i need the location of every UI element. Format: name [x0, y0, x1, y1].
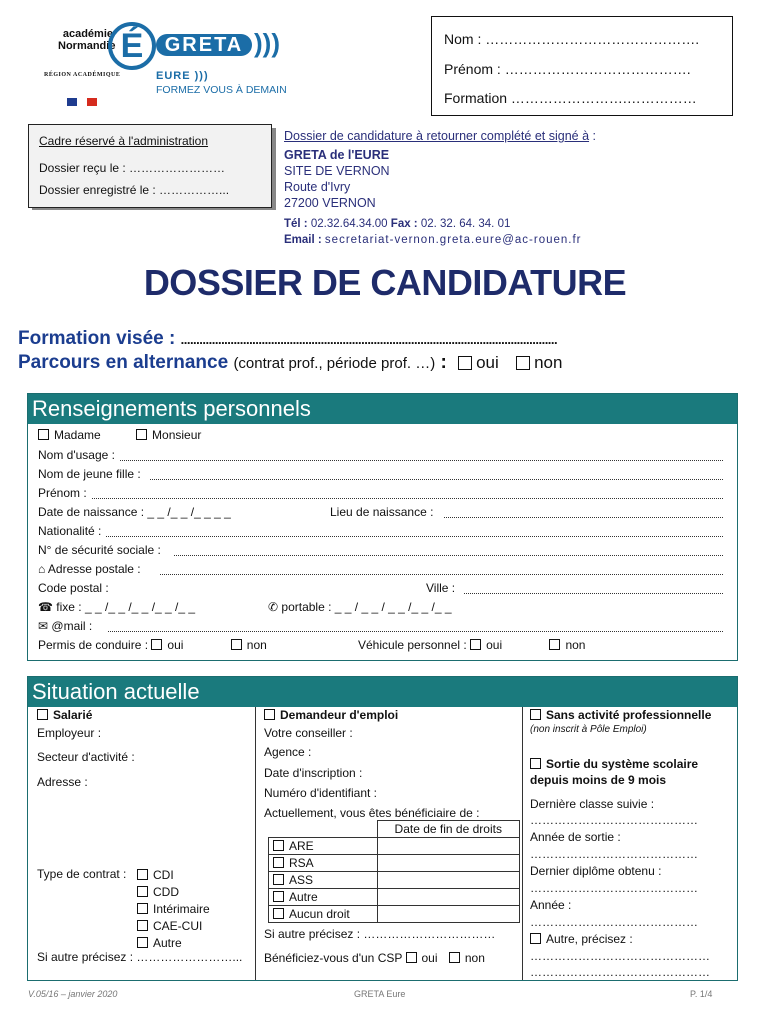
- salarie-row: [37, 708, 92, 722]
- fixe-field: fixe : _ _ /_ _ /_ _ /_ _ /_ _: [56, 600, 196, 614]
- csp-oui-checkbox[interactable]: [406, 952, 417, 963]
- agence-label[interactable]: Agence :: [264, 745, 312, 759]
- logo-greta: GRETA: [156, 34, 252, 56]
- sortie-scolaire-checkbox[interactable]: [530, 758, 541, 769]
- derniere-classe-label: Dernière classe suivie :: [530, 797, 655, 811]
- fixe-row[interactable]: [38, 600, 195, 614]
- formation-visee-label: Formation visée :: [18, 328, 176, 349]
- derniere-classe-input[interactable]: ……………………………………: [530, 813, 698, 827]
- column-divider-2: [522, 707, 523, 980]
- fax-value: 02. 32. 64. 34. 01: [420, 218, 511, 230]
- logo-normandie: Normandie: [58, 40, 116, 52]
- employeur-label[interactable]: Employeur :: [37, 726, 102, 740]
- csp-oui-label: oui: [421, 951, 438, 965]
- csp-row: [264, 951, 485, 965]
- page-title: DOSSIER DE CANDIDATURE: [143, 262, 627, 303]
- adresse-row: [38, 562, 141, 576]
- contrat-cdi[interactable]: [137, 867, 210, 884]
- return-address-block: [284, 128, 704, 248]
- date-inscription-label[interactable]: Date d'inscription :: [264, 766, 363, 780]
- salarie-checkbox[interactable]: [37, 709, 48, 720]
- section-renseignements: [27, 393, 738, 661]
- cdd-checkbox[interactable]: [137, 886, 148, 897]
- cdd-label: CDD: [153, 885, 179, 899]
- logo-eure: EURE ))): [156, 70, 209, 82]
- parcours-non-label: non: [534, 353, 563, 372]
- cdi-label: CDI: [153, 868, 174, 882]
- sans-activite-label: Sans activité professionnelle: [546, 708, 712, 722]
- logo-tagline: FORMEZ VOUS À DEMAIN: [156, 84, 287, 96]
- ville-input[interactable]: [464, 593, 723, 594]
- fax-label: Fax :: [390, 218, 418, 230]
- permis-non-label: non: [246, 638, 267, 652]
- droit-autre-label: Autre: [289, 890, 318, 904]
- email-value[interactable]: secretariat-vernon.greta.eure@ac-rouen.fr: [324, 234, 582, 246]
- permis-label: Permis de conduire :: [38, 638, 149, 652]
- droit-autre-checkbox[interactable]: [273, 891, 284, 902]
- annee-label: Année :: [530, 898, 572, 912]
- mail-icon: ✉: [38, 619, 49, 633]
- section-renseignements-heading: Renseignements personnels: [28, 394, 737, 424]
- cae-cui-label: CAE-CUI: [153, 919, 203, 933]
- autre-precisez-input-2[interactable]: ………………………………………: [530, 965, 710, 979]
- csp-non-label: non: [464, 951, 485, 965]
- vehicule-non-checkbox[interactable]: [549, 639, 560, 650]
- cdi-checkbox[interactable]: [137, 869, 148, 880]
- adresse-employeur-label[interactable]: Adresse :: [37, 775, 88, 789]
- sans-activite-note: (non inscrit à Pôle Emploi): [530, 724, 647, 735]
- salarie-label: Salarié: [53, 708, 93, 722]
- autre-precisez-row: [530, 932, 633, 946]
- vehicule-oui-checkbox[interactable]: [470, 639, 481, 650]
- permis-oui-label: oui: [167, 638, 184, 652]
- cae-cui-checkbox[interactable]: [137, 920, 148, 931]
- adresse-label: Adresse postale :: [47, 562, 141, 576]
- dernier-diplome-input[interactable]: ……………………………………: [530, 881, 698, 895]
- return-intro: Dossier de candidature à retourner complété et signé à: [284, 129, 590, 143]
- return-org: GRETA de l'EURE: [284, 148, 390, 162]
- dossier-enregistre-field: Dossier enregistré le : ……………...: [39, 183, 230, 197]
- dossier-recu-field: Dossier reçu le : ……………………: [39, 161, 226, 175]
- date-naissance-field[interactable]: Date de naissance : _ _ /_ _ /_ _ _ _: [38, 505, 231, 519]
- house-icon: ⌂: [38, 562, 46, 576]
- mobile-icon: ✆: [268, 600, 279, 614]
- logo-arcs-icon: ))): [254, 28, 280, 58]
- phone-icon: ☎: [38, 600, 53, 614]
- dernier-diplome-label: Dernier diplôme obtenu :: [530, 864, 662, 878]
- type-contrat-label: Type de contrat :: [37, 867, 127, 881]
- prenom-field[interactable]: Prénom : ………………………………….: [444, 61, 691, 77]
- contrat-cae-cui[interactable]: [137, 918, 210, 935]
- demandeur-row: [264, 708, 398, 722]
- nom-usage-input[interactable]: [120, 460, 723, 461]
- autre-precisez-label: Autre, précisez :: [546, 932, 633, 946]
- table-row[interactable]: [269, 838, 520, 855]
- aucun-droit-label: Aucun droit: [289, 907, 350, 921]
- civilite-row: [38, 428, 201, 442]
- prenom-input[interactable]: [92, 498, 723, 499]
- date-fin-droits-header: Date de fin de droits: [377, 821, 520, 838]
- nom-usage-label: Nom d'usage :: [38, 448, 115, 462]
- academie-normandie-logo-text: [58, 28, 116, 52]
- parcours-non-checkbox[interactable]: [516, 356, 530, 370]
- return-street: Route d'Ivry: [284, 180, 351, 194]
- sortie-scolaire-label-1: Sortie du système scolaire: [546, 757, 699, 771]
- table-row[interactable]: [269, 855, 520, 872]
- admin-box-title: Cadre réservé à l'administration: [39, 134, 209, 148]
- tel-label: Tél :: [284, 218, 308, 230]
- ass-checkbox[interactable]: [273, 874, 284, 885]
- secu-input[interactable]: [174, 555, 723, 556]
- nationalite-label: Nationalité :: [38, 524, 102, 538]
- footer-center: GRETA Eure: [354, 989, 406, 999]
- lieu-naissance-input[interactable]: [444, 517, 723, 518]
- are-label: ARE: [289, 839, 314, 853]
- lieu-naissance-label: Lieu de naissance :: [330, 505, 434, 519]
- mail-row: [38, 619, 92, 633]
- ass-label: ASS: [289, 873, 314, 887]
- parcours-alternance-line: [18, 352, 562, 374]
- annee-sortie-label: Année de sortie :: [530, 830, 621, 844]
- column-divider-1: [255, 707, 256, 980]
- portable-field: portable : _ _ / _ _ / _ _ /_ _ /_ _: [281, 600, 452, 614]
- ass-date-cell[interactable]: [377, 872, 520, 889]
- logo-region: RÉGION ACADÉMIQUE: [44, 72, 121, 78]
- secu-label: N° de sécurité sociale :: [38, 543, 161, 557]
- return-intro-colon: :: [589, 129, 596, 143]
- permis-row: [38, 638, 267, 652]
- sans-activite-checkbox[interactable]: [530, 709, 541, 720]
- table-row[interactable]: [269, 889, 520, 906]
- autre-precisez-checkbox[interactable]: [530, 933, 541, 944]
- email-label: Email :: [284, 234, 322, 246]
- droits-table: [268, 820, 520, 923]
- autre-date-cell[interactable]: [377, 889, 520, 906]
- contrat-cdd[interactable]: [137, 884, 210, 901]
- vehicule-row: [358, 638, 585, 652]
- contrat-autre-checkbox[interactable]: [137, 937, 148, 948]
- footer-page: P. 1/4: [690, 989, 713, 999]
- logo-academie: académie: [62, 28, 113, 40]
- demandeur-si-autre[interactable]: Si autre précisez : ……………………………: [264, 927, 496, 941]
- autre-precisez-input-1[interactable]: ………………………………………: [530, 949, 710, 963]
- rsa-checkbox[interactable]: [273, 857, 284, 868]
- parcours-oui-checkbox[interactable]: [458, 356, 472, 370]
- parcours-label: Parcours en alternance: [18, 352, 229, 373]
- nom-jeune-fille-input[interactable]: [150, 479, 723, 480]
- return-city: 27200 VERNON: [284, 196, 376, 210]
- candidate-summary-box: [431, 16, 733, 116]
- demandeur-checkbox[interactable]: [264, 709, 275, 720]
- beneficiaire-label: Actuellement, vous êtes bénéficiaire de :: [264, 806, 480, 820]
- parcours-colon: :: [435, 352, 447, 373]
- madame-checkbox[interactable]: [38, 429, 49, 440]
- contrat-interimaire[interactable]: [137, 901, 210, 918]
- are-checkbox[interactable]: [273, 840, 284, 851]
- admin-box: [28, 124, 272, 208]
- portable-row[interactable]: [268, 600, 452, 614]
- vehicule-non-label: non: [565, 638, 586, 652]
- monsieur-label: Monsieur: [152, 428, 202, 442]
- sortie-scolaire-row: [530, 756, 698, 788]
- parcours-oui-label: oui: [476, 353, 499, 372]
- csp-label: Bénéficiez-vous d'un CSP: [264, 951, 403, 965]
- mail-input[interactable]: [108, 631, 723, 632]
- aucun-date-cell[interactable]: [377, 906, 520, 923]
- nom-field[interactable]: Nom : ……………………………………….: [444, 31, 700, 47]
- formation-visee-line[interactable]: [18, 328, 738, 350]
- demandeur-label: Demandeur d'emploi: [280, 708, 399, 722]
- permis-oui-checkbox[interactable]: [151, 639, 162, 650]
- permis-non-checkbox[interactable]: [231, 639, 242, 650]
- return-site: SITE DE VERNON: [284, 164, 390, 178]
- nationalite-input[interactable]: [106, 536, 723, 537]
- rsa-date-cell[interactable]: [377, 855, 520, 872]
- prenom-label: Prénom :: [38, 486, 87, 500]
- conseiller-label[interactable]: Votre conseiller :: [264, 726, 353, 740]
- vehicule-oui-label: oui: [486, 638, 503, 652]
- numero-identifiant-label[interactable]: Numéro d'identifiant :: [264, 786, 378, 800]
- nom-jeune-fille-label: Nom de jeune fille :: [38, 467, 141, 481]
- annee-sortie-input[interactable]: ……………………………………: [530, 847, 698, 861]
- salarie-si-autre[interactable]: Si autre précisez : ……………………...: [37, 950, 243, 964]
- adresse-input[interactable]: [160, 574, 723, 575]
- contrat-options: [137, 867, 210, 952]
- sortie-scolaire-label-2: depuis moins de 9 mois: [530, 773, 667, 787]
- rsa-label: RSA: [289, 856, 314, 870]
- ville-label: Ville :: [426, 581, 456, 595]
- csp-non-checkbox[interactable]: [449, 952, 460, 963]
- vehicule-label: Véhicule personnel :: [358, 638, 467, 652]
- madame-label: Madame: [54, 428, 101, 442]
- annee-input[interactable]: ……………………………………: [530, 915, 698, 929]
- monsieur-checkbox[interactable]: [136, 429, 147, 440]
- formation-visee-dots: .........................................................................................................................: [180, 332, 558, 347]
- tel-value: 02.32.64.34.00: [310, 218, 388, 230]
- footer-version: V.05/16 – janvier 2020: [28, 989, 118, 999]
- interimaire-label: Intérimaire: [153, 902, 210, 916]
- formation-field[interactable]: Formation …………………….……………: [444, 90, 697, 106]
- section-situation-heading: Situation actuelle: [28, 677, 737, 707]
- mail-label: @mail :: [51, 619, 93, 633]
- code-postal-label: Code postal :: [38, 581, 109, 595]
- sans-activite-row: [530, 708, 711, 722]
- parcours-note: (contrat prof., période prof. …): [233, 355, 436, 372]
- aucun-droit-checkbox[interactable]: [273, 908, 284, 919]
- french-flag-icon: [67, 93, 97, 107]
- table-row[interactable]: [269, 906, 520, 923]
- are-date-cell[interactable]: [377, 838, 520, 855]
- secteur-label[interactable]: Secteur d'activité :: [37, 750, 135, 764]
- logo-e-letter: É: [108, 22, 156, 70]
- interimaire-checkbox[interactable]: [137, 903, 148, 914]
- table-row[interactable]: [269, 872, 520, 889]
- contrat-autre-label: Autre: [153, 936, 182, 950]
